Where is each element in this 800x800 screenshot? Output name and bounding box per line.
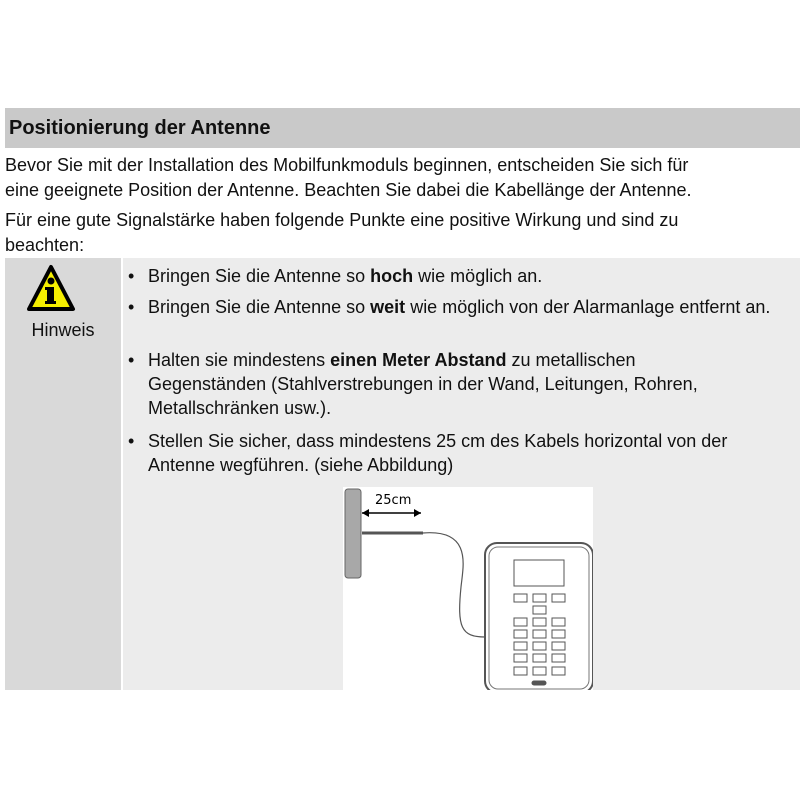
section-heading: Positionierung der Antenne	[5, 108, 800, 148]
antenna-figure	[343, 487, 593, 690]
bullet-item: • Bringen Sie die Antenne so weit wie möglich von der Alarmanlage entfernt an.	[148, 295, 788, 319]
note-content-cell	[123, 258, 800, 690]
signal-line: Für eine gute Signalstärke haben folgende Punkte eine positive Wirkung und sind zu	[5, 210, 679, 230]
intro-paragraph	[5, 153, 795, 203]
bullet-item: • Halten sie mindestens einen Meter Abstand zu metallischen Gegenständen (Stahlverstrebungen in der Wand, Leitungen, Rohren, Metallschränken usw.).	[148, 348, 748, 420]
intro-line: Bevor Sie mit der Installation des Mobilfunkmoduls beginnen, entscheiden Sie sich für	[5, 155, 689, 175]
note-label: Hinweis	[31, 320, 95, 340]
intro-line: eine geeignete Position der Antenne. Beachten Sie dabei die Kabellänge der Antenne.	[5, 180, 692, 200]
signal-paragraph	[5, 208, 795, 258]
bullet-item: • Bringen Sie die Antenne so hoch wie möglich an.	[148, 264, 788, 288]
bullet-item: • Stellen Sie sicher, dass mindestens 25 cm des Kabels horizontal von der Antenne wegführen. (siehe Abbildung)	[148, 429, 778, 477]
note-label-cell	[5, 258, 121, 690]
distance-label: 25cm	[375, 493, 412, 508]
signal-line: beachten:	[5, 235, 85, 255]
info-warning-icon	[26, 264, 76, 314]
